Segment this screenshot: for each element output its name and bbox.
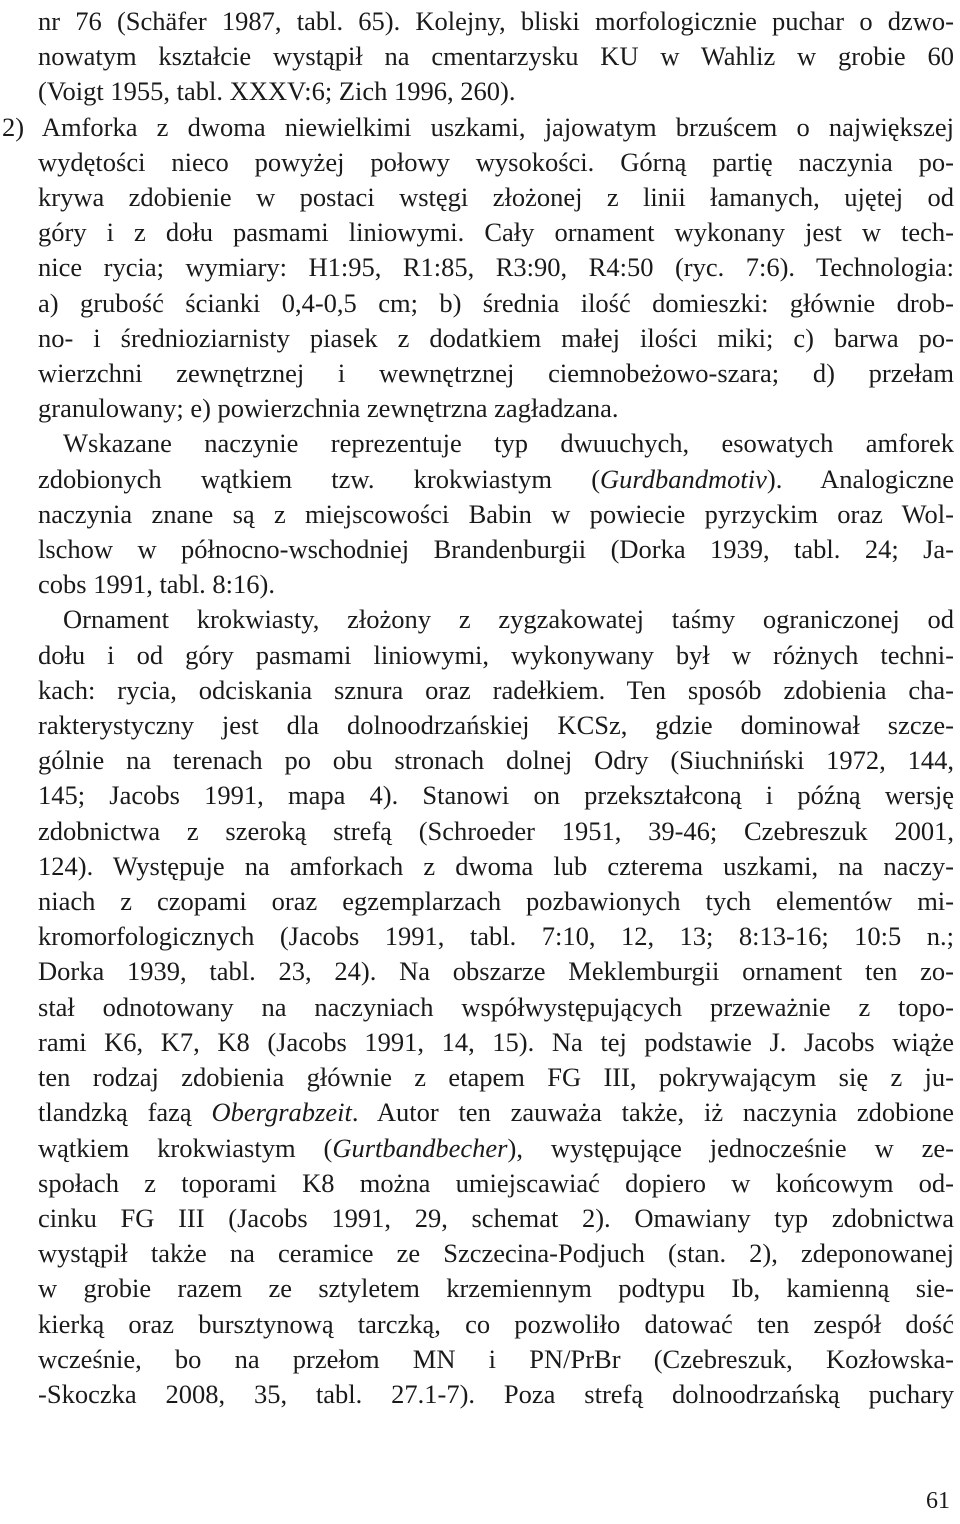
text-line: niach z czopami oraz egzemplarzach pozbawionych tych elementów mi- [38,886,954,917]
body-text [2,4,954,1412]
text-line: lschow w północno-wschodniej Brandenburgii (Dorka 1939, tabl. 24; Ja- [38,534,954,565]
text-line: krywa zdobienie w postaci wstęgi złożonej z linii łamanych, ujętej od [38,182,954,213]
text-line: gólnie na terenach po obu stronach dolnej Odry (Siuchniński 1972, 144, [38,745,954,776]
text-line: kach: rycia, odciskania sznura oraz radełkiem. Ten sposób zdobienia cha- [38,674,954,705]
text-line-with-italic: wątkiem krokwiastym (Gurtbandbecher), występujące jednocześnie w ze- [38,1132,954,1163]
text-line: stał odnotowany na naczyniach współwystępujących przeważnie z topo- [38,991,954,1022]
text-line: wierzchni zewnętrznej i wewnętrznej ciemnobeżowo-szara; d) przełam [38,358,954,389]
text-line: dołu i od góry pasmami liniowymi, wykonywany był w różnych techni- [38,639,954,670]
text-line: wcześnie, bo na przełom MN i PN/PrBr (Czebreszuk, Kozłowska- [38,1343,954,1374]
text-line: nowatym kształcie wystąpił na cmentarzysku KU w Wahliz w grobie 60 [38,41,954,72]
text-line: rami K6, K7, K8 (Jacobs 1991, 14, 15). Na tej podstawie J. Jacobs wiąże [38,1026,954,1057]
paragraph-start: Ornament krokwiasty, złożony z zygzakowatej taśmy ograniczonej od [63,604,954,635]
text-line: w grobie razem ze sztyletem krzemiennym podtypu Ib, kamienną sie- [38,1273,954,1304]
text-line: nr 76 (Schäfer 1987, tabl. 65). Kolejny, bliski morfologicznie puchar o dzwo- [38,6,954,36]
text-line: a) grubość ścianki 0,4-0,5 cm; b) średnia ilość domieszki: głównie drob- [38,287,954,318]
text-line: cinku FG III (Jacobs 1991, 29, schemat 2). Omawiany typ zdobnictwa [38,1202,954,1233]
text-line: (Voigt 1955, tabl. XXXV:6; Zich 1996, 260). [38,76,516,107]
text-line-with-italic: tlandzką fazą Obergrabzeit. Autor ten zauważa także, iż naczynia zdobione [38,1097,954,1128]
text-line: cobs 1991, tabl. 8:16). [38,569,275,600]
text-line: społach z toporami K8 można umiejscawiać dopiero w końcowym od- [38,1167,954,1198]
text-line: granulowany; e) powierzchnia zewnętrzna zagładzana. [38,393,619,424]
text-line: 124). Występuje na amforkach z dwoma lub czterema uszkami, na naczy- [38,850,954,881]
text-line: 145; Jacobs 1991, mapa 4). Stanowi on przekształconą i późną wersję [38,780,954,811]
list-item-2: 2) Amforka z dwoma niewielkimi uszkami, jajowatym brzuścem o największej [2,111,954,142]
text-line: nice rycia; wymiary: H1:95, R1:85, R3:90, R4:50 (ryc. 7:6). Technologia: [38,252,954,283]
text-line: rakterystyczny jest dla dolnoodrzańskiej KCSz, gdzie dominował szcze- [38,710,954,741]
text-line: Dorka 1939, tabl. 23, 24). Na obszarze Meklemburgii ornament ten zo- [38,956,954,987]
text-line: kromorfologicznych (Jacobs 1991, tabl. 7:10, 12, 13; 8:13-16; 10:5 n.; [38,921,954,952]
text-line: ten rodzaj zdobienia głównie z etapem FG III, pokrywającym się z ju- [38,1062,954,1093]
text-line: zdobnictwa z szeroką strefą (Schroeder 1951, 39-46; Czebreszuk 2001, [38,815,954,846]
paragraph-start: Wskazane naczynie reprezentuje typ dwuuchych, esowatych amforek [63,428,954,459]
italic-term: Obergrabzeit [211,1097,352,1128]
text-line: wydętości nieco powyżej połowy wysokości. Górną partię naczynia po- [38,146,954,177]
text-line: góry i z dołu pasmami liniowymi. Cały ornament wykonany jest w tech- [38,217,954,248]
italic-term: Gurtbandbecher [332,1132,508,1163]
text-line: -Skoczka 2008, 35, tabl. 27.1-7). Poza strefą dolnoodrzańską puchary [38,1378,954,1409]
text-line: kierką oraz bursztynową tarczką, co pozwoliło datować ten zespół dość [38,1308,954,1339]
text-line-with-italic: zdobionych wątkiem tzw. krokwiastym (Gurdbandmotiv). Analogiczne [38,463,954,494]
page-number: 61 [926,1488,950,1514]
text-line: no- i średnioziarnisty piasek z dodatkiem małej ilości miki; c) barwa po- [38,322,954,353]
text-line: wystąpił także na ceramice ze Szczecina-Podjuch (stan. 2), zdeponowanej [38,1238,954,1269]
text-line: naczynia znane są z miejscowości Babin w powiecie pyrzyckim oraz Wol- [38,498,954,529]
italic-term: Gurdbandmotiv [600,463,767,494]
